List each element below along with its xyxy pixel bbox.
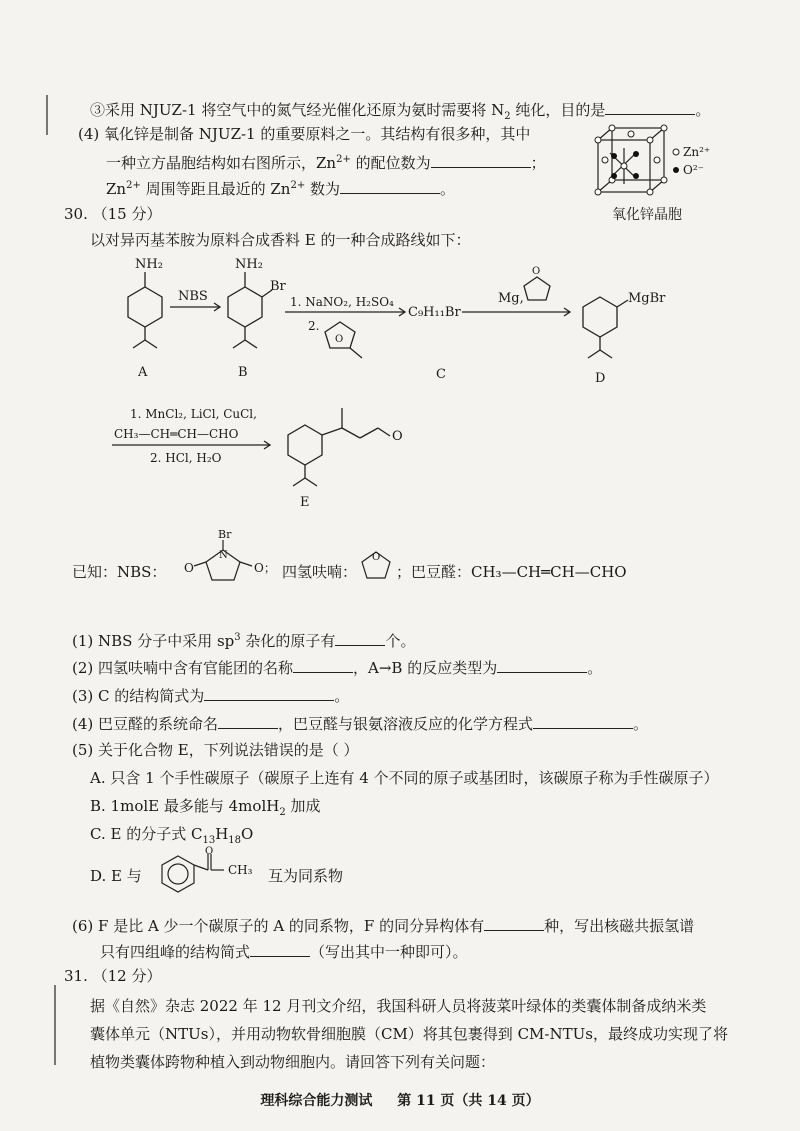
zinc-oxide-unit-cell-figure <box>580 118 720 218</box>
answer-blank[interactable] <box>605 98 695 115</box>
q30-part4: (4) 巴豆醛的系统命名 ，巴豆醛与银氨溶液反应的化学方程式 。 <box>72 712 648 734</box>
thf-o: O <box>372 552 381 563</box>
known-thf-label: 四氢呋喃： <box>282 563 358 581</box>
answer-blank[interactable] <box>431 151 531 168</box>
answer-blank[interactable] <box>533 712 633 729</box>
label-nh2-a: NH₂ <box>135 257 163 272</box>
q30-part6-line1: (6) F 是比 A 少一个碳原子的 A 的同系物，F 的同分异构体有 种，写出核磁共振氢谱 <box>72 914 694 936</box>
known-crotonaldehyde: ；巴豆醛：CH₃—CH═CH—CHO <box>396 563 627 581</box>
step3b: CH₃—CH═CH—CHO <box>114 427 239 441</box>
footer-subject: 理科综合能力测试 <box>260 1093 373 1109</box>
synthesis-scheme-row1 <box>100 252 740 392</box>
nbs-o1: O <box>184 561 194 575</box>
label-mgbr: MgBr <box>628 291 666 306</box>
q31-line1: 据《自然》杂志 2022 年 12 月刊文介绍，我国科研人员将菠菜叶绿体的类囊体制备成纳米类 <box>90 997 707 1015</box>
margin-mark <box>46 95 48 135</box>
q30-intro: 以对异丙基苯胺为原料合成香料 E 的一种合成路线如下： <box>90 231 471 249</box>
q30-option-d-prefix: D. E 与 <box>90 867 142 885</box>
q30-option-c: C. E 的分子式 $C_{13}H_{18}O$ <box>90 825 254 846</box>
thf-structure <box>356 546 396 586</box>
methyl-label: CH₃ <box>228 863 253 877</box>
q31-line2: 囊体单元（NTUs），并用动物软骨细胞膜（CM）将其包裹得到 CM-NTUs，最终成功实现了将 <box>90 1025 728 1043</box>
nbs-structure <box>168 528 278 588</box>
q30-part2: (2) 四氢呋喃中含有官能团的名称 ，A→B 的反应类型为 。 <box>72 656 602 678</box>
label-c: C <box>436 367 446 382</box>
answer-blank[interactable] <box>340 177 440 194</box>
crystal-caption: 氧化锌晶胞 <box>612 207 682 223</box>
step4: 2. HCl, H₂O <box>150 451 222 465</box>
q30-option-a: A. 只含 1 个手性碳原子（碳原子上连有 4 个不同的原子或基团时，该碳原子称为手性碳原子） <box>90 769 719 787</box>
formula-c: C₉H₁₁Br <box>408 305 461 320</box>
reagent-mg: Mg, <box>498 291 524 306</box>
label-a: A <box>138 365 148 380</box>
answer-blank[interactable] <box>250 940 310 957</box>
answer-blank[interactable] <box>335 629 385 646</box>
e-aldehyde-o: O <box>392 429 403 444</box>
answer-blank[interactable] <box>218 712 278 729</box>
answer-blank[interactable] <box>497 656 587 673</box>
page-footer <box>0 1090 800 1110</box>
step1: 1. NaNO₂, H₂SO₄ <box>290 295 394 309</box>
nbs-o2: O； <box>254 561 276 575</box>
q31-header: 31. （12 分） <box>64 967 162 985</box>
q29-item4-line3: $Zn^{2+}$ 周围等距且最近的 $Zn^{2+}$ 数为 。 <box>106 176 455 199</box>
q29-item3: ③采用 NJUZ-1 将空气中的氮气经光催化还原为氨时需要将 $N_2$ 纯化，目的是 。 <box>90 98 710 127</box>
q29-item4-line2: 一种立方晶胞结构如右图所示，$Zn^{2+}$ 的配位数为 ； <box>106 150 546 173</box>
nbs-br: Br <box>218 528 232 541</box>
label-d: D <box>595 371 606 386</box>
synthesis-scheme-row2 <box>110 400 430 512</box>
step3: 1. MnCl₂, LiCl, CuCl, <box>130 407 257 421</box>
thf-o-2: O <box>532 266 541 277</box>
answer-blank[interactable] <box>204 684 334 701</box>
q31-line3: 植物类囊体跨物种植入到动物细胞内。请回答下列有关问题： <box>90 1053 496 1071</box>
margin-mark <box>54 985 56 1065</box>
label-br: Br <box>270 279 286 294</box>
legend-zn: Zn²⁺ <box>683 145 711 159</box>
q30-part3: (3) C 的结构简式为 。 <box>72 684 349 706</box>
acetophenone-structure <box>156 846 266 896</box>
label-nh2-b: NH₂ <box>235 257 263 272</box>
nbs-n: N <box>219 550 228 561</box>
q30-part1: (1) NBS 分子中采用 $sp^3$ 杂化的原子有 个。 <box>72 628 415 651</box>
label-nbs: NBS <box>178 289 208 304</box>
q30-header: 30. （15 分） <box>64 205 162 223</box>
answer-blank[interactable] <box>293 656 353 673</box>
carbonyl-o: O <box>205 846 214 857</box>
q30-part5: (5) 关于化合物 E，下列说法错误的是（ ） <box>72 741 359 759</box>
label-b: B <box>238 365 248 380</box>
q29-item4-line1: (4) 氧化锌是制备 NJUZ-1 的重要原料之一。其结构有很多种，其中 <box>78 125 531 143</box>
label-e: E <box>300 495 310 510</box>
q30-option-b: B. 1molE 最多能与 4molH$_2$ 加成 <box>90 797 321 818</box>
legend-o: O²⁻ <box>683 163 704 177</box>
step2: 2. <box>308 319 320 333</box>
footer-page-number: 第 11 页（共 14 页） <box>397 1093 540 1109</box>
q30-option-d-suffix: 互为同系物 <box>268 867 344 885</box>
answer-blank[interactable] <box>484 914 544 931</box>
thf-o-1: O <box>335 334 344 345</box>
known-prefix: 已知：NBS： <box>72 563 167 581</box>
q30-part6-line2: 只有四组峰的结构简式 （写出其中一种即可）。 <box>100 940 468 962</box>
